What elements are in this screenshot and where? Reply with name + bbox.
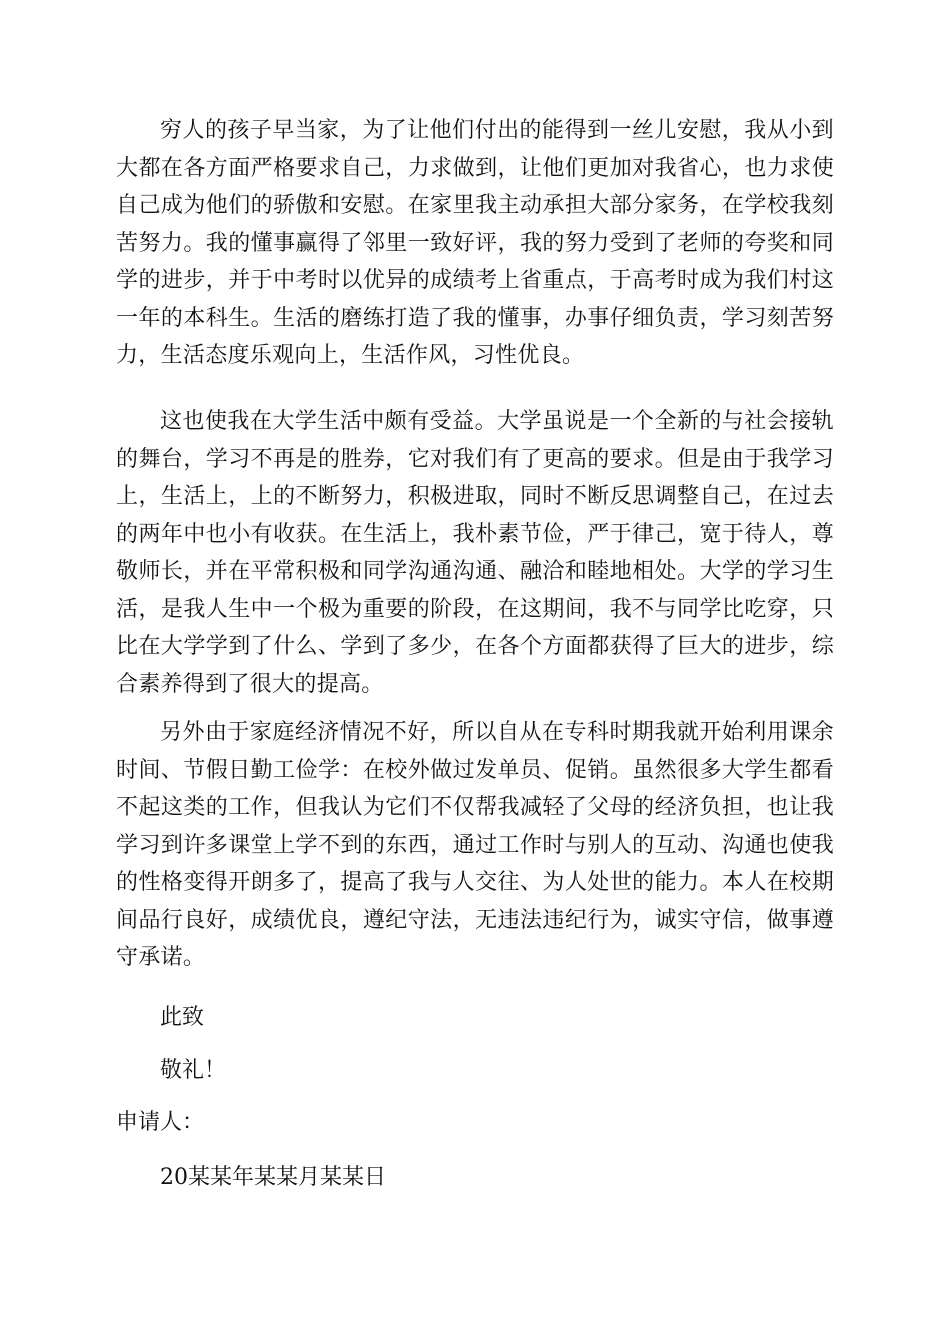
paragraph-family-background: 穷人的孩子早当家，为了让他们付出的能得到一丝儿安慰，我从小到大都在各方面严格要求自己，力求做到，让他们更加对我省心，也力求使自己成为他们的骄傲和安慰。在家里我主动承担大部分家务，在学校我刻苦努力。我的懂事赢得了邻里一致好评，我的努力受到了老师的夸奖和同学的进步，并于中考时以优异的成绩考上省重点，于高考时成为我们村这一年的本科生。生活的磨练打造了我的懂事，办事仔细负责，学习刻苦努力，生活态度乐观向上，生活作风，习性优良。	[116, 118, 834, 368]
paragraph-university-life: 这也使我在大学生活中颇有受益。大学虽说是一个全新的与社会接轨的舞台，学习不再是的胜券，它对我们有了更高的要求。但是由于我学习上，生活上，上的不断努力，积极进取，同时不断反思调整自己，在过去的两年中也小有收获。在生活上，我朴素节俭，严于律己，宽于待人，尊敬师长，并在平常积极和同学沟通沟通、融洽和睦地相处。大学的学习生活，是我人生中一个极为重要的阶段，在这期间，我不与同学比吃穿，只比在大学学到了什么、学到了多少，在各个方面都获得了巨大的进步，综合素养得到了很大的提高。	[116, 409, 834, 697]
date-line: 20某某年某某月某某日	[160, 1165, 386, 1190]
applicant-label: 申请人：	[116, 1110, 205, 1135]
closing-regards: 敬礼！	[160, 1058, 227, 1083]
closing-salutation: 此致	[160, 1005, 205, 1030]
paragraph-work-study: 另外由于家庭经济情况不好，所以自从在专科时期我就开始利用课余时间、节假日勤工俭学：在校外做过发单员、促销。虽然很多大学生都看不起这类的工作，但我认为它们不仅帮我减轻了父母的经济负担，也让我学习到许多课堂上学不到的东西，通过工作时与别人的互动、沟通也使我的性格变得开朗多了，提高了我与人交往、为人处世的能力。本人在校期间品行良好，成绩优良，遵纪守法，无违法违纪行为，诚实守信，做事遵守承诺。	[116, 720, 834, 970]
